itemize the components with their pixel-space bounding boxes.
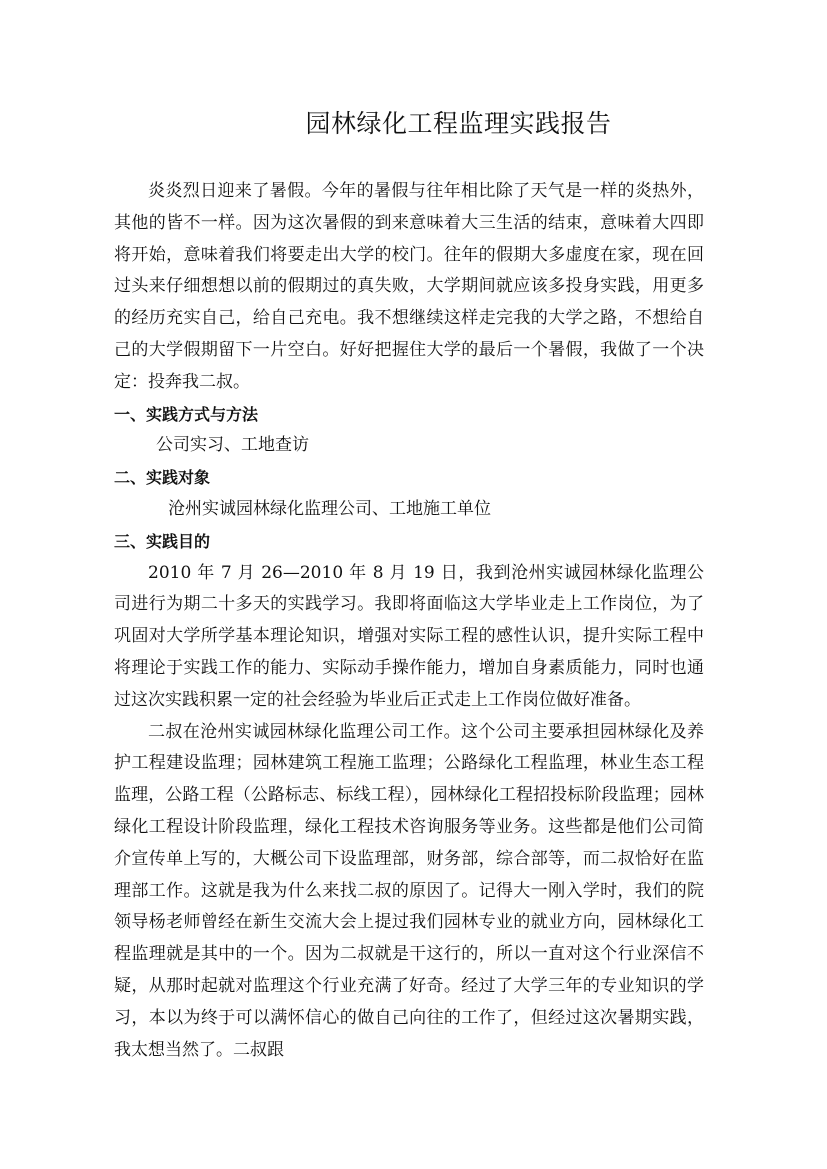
section-heading-purpose: 三、实践目的	[114, 531, 211, 551]
intro-paragraph: 炎炎烈日迎来了暑假。今年的暑假与往年相比除了天气是一样的炎热外，其他的皆不一样。因为这次暑假的到来意味着大三生活的结束，意味着大四即将开始，意味着我们将要走出大学的校门。往年的假期大多虚度在家，现在回过头来仔细想想以前的假期过的真失败，大学期间就应该多投身实践，用更多的经历充实自己，给自己充电。我不想继续这样走完我的大学之路，不想给自己的大学假期留下一片空白。好好把握住大学的最后一个暑假，我做了一个决定：投奔我二叔。	[114, 181, 704, 392]
purpose-paragraph-1: 2010 年 7 月 26—2010 年 8 月 19 日，我到沧州实诚园林绿化监理公司进行为期二十多天的实践学习。我即将面临这大学毕业走上工作岗位，为了巩固对大学所学基本理论知识，增强对实际工程的感性认识，提升实际工程中将理论于实践工作的能力、实际动手操作能力，增加自身素质能力，同时也通过这次实践积累一定的社会经验为毕业后正式走上工作岗位做好准备。	[114, 562, 704, 710]
purpose-paragraph-2: 二叔在沧州实诚园林绿化监理公司工作。这个公司主要承担园林绿化及养护工程建设监理；园林建筑工程施工监理；公路绿化工程监理，林业生态工程监理，公路工程（公路标志、标线工程），园林绿化工程招投标阶段监理；园林绿化工程设计阶段监理，绿化工程技术咨询服务等业务。这些都是他们公司简介宣传单上写的，大概公司下设监理部，财务部，综合部等，而二叔恰好在监理部工作。这就是我为什么来找二叔的原因了。记得大一刚入学时，我们的院领导杨老师曾经在新生交流大会上提过我们园林专业的就业方向，园林绿化工程监理就是其中的一个。因为二叔就是干这行的，所以一直对这个行业深信不疑，从那时起就对监理这个行业充满了好奇。经过了大学三年的专业知识的学习，本以为终于可以满怀信心的做自己向往的工作了，但经过这次暑期实践，我太想当然了。二叔跟	[114, 721, 704, 1060]
section-text-objects: 沧州实诚园林绿化监理公司、工地施工单位	[168, 498, 491, 519]
document-title: 园林绿化工程监理实践报告	[305, 109, 612, 138]
section-heading-objects: 二、实践对象	[114, 468, 211, 488]
section-text-methods: 公司实习、工地查访	[156, 435, 309, 456]
document-body	[114, 176, 704, 1066]
section-heading-methods: 一、实践方式与方法	[114, 404, 259, 424]
